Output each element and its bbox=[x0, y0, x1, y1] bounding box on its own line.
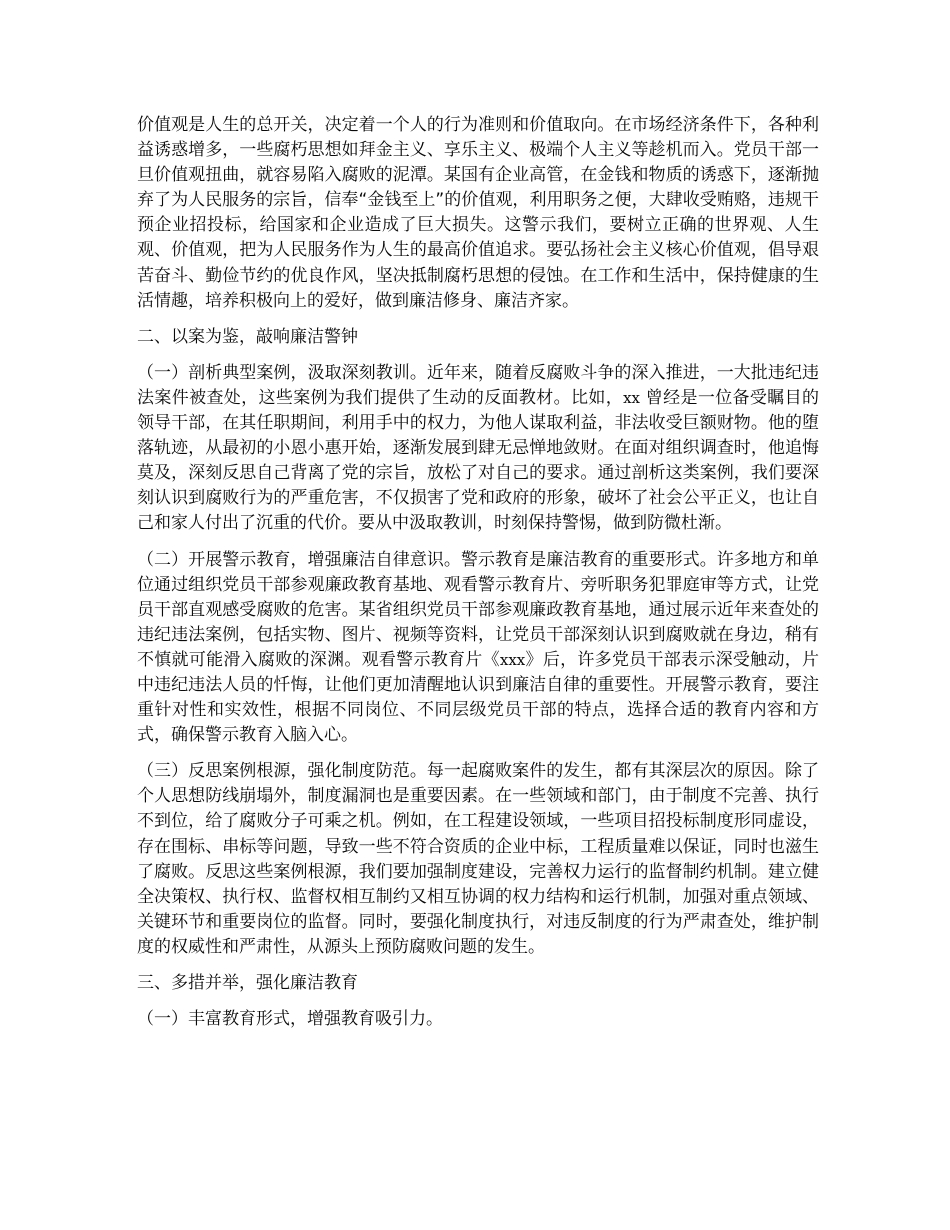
paragraph-2-1-case-analysis bbox=[137, 361, 819, 537]
paragraph-2-2-text-after: 》后，许多党员干部表示深受触动，片中违纪违法人员的忏悔，让他们更加清醒地认识到廉洁自律的重要性。开展警示教育，要注重针对性和实效性，根据不同岗位、不同层级党员干部的特点，选择合适的教育内容和方式，确保警示教育入脑入心。 bbox=[137, 649, 820, 746]
paragraph-2-3-root-cause: （三）反思案例根源，强化制度防范。每一起腐败案件的发生，都有其深层次的原因。除了个人思想防线崩塌外，制度漏洞也是重要因素。在一些领域和部门，由于制度不完善、执行不到位，给了腐败分子可乘之机。例如，在工程建设领域，一些项目招投标制度形同虚设，存在围标、串标等问题，导致一些不符合资质的企业中标，工程质量难以保证，同时也滋生了腐败。反思这些案例根源，我们要加强制度建设，完善权力运行的监督制约机制。建立健全决策权、执行权、监督权相互制约又相互协调的权力结构和运行机制，加强对重点领域、关键环节和重要岗位的监督。同时，要强化制度执行，对违反制度的行为严肃查处，维护制度的权威性和严肃性，从源头上预防腐败问题的发生。 bbox=[137, 761, 819, 957]
paragraph-2-1-text-before: （一）剖析典型案例，汲取深刻教训。近年来，随着反腐败斗争的深入推进，一大批违纪违法案件被查处，这些案例为我们提供了生动的反面教材。比如， bbox=[137, 362, 819, 408]
paragraph-3-1-enrich-forms: （一）丰富教育形式，增强教育吸引力。 bbox=[137, 1009, 443, 1030]
paragraph-2-1-text-after: 曾经是一位备受瞩目的领导干部，在其任职期间，利用手中的权力，为他人谋取利益，非法收受巨额财物。他的堕落轨迹，从最初的小恩小惠开始，逐渐发展到肆无忌惮地敛财。在面对组织调查时，他追悔莫及，深刻反思自己背离了党的宗旨，放松了对自己的要求。通过剖析这类案例，我们要深刻认识到腐败行为的严重危害，不仅损害了党和政府的形象，破坏了社会公平正义，也让自己和家人付出了沉重的代价。要从中汲取教训，时刻保持警惕，做到防微杜渐。 bbox=[137, 387, 820, 534]
paragraph-2-2-warning-education bbox=[137, 548, 819, 749]
paragraph-values-outlook: 价值观是人生的总开关，决定着一个人的行为准则和价值取向。在市场经济条件下，各种利益诱惑增多，一些腐朽思想如拜金主义、享乐主义、极端个人主义等趁机而入。党员干部一旦价值观扭曲，就容易陷入腐败的泥潭。某国有企业高管，在金钱和物质的诱惑下，逐渐抛弃了为人民服务的宗旨，信奉“金钱至上”的价值观，利用职务之便，大肆收受贿赂，违规干预企业招投标，给国家和企业造成了巨大损失。这警示我们，要树立正确的世界观、人生观、价值观，把为人民服务作为人生的最高价值追求。要弘扬社会主义核心价值观，倡导艰苦奋斗、勤俭节约的优良作风，坚决抵制腐朽思想的侵蚀。在工作和生活中，保持健康的生活情趣，培养积极向上的爱好，做到廉洁修身、廉洁齐家。 bbox=[137, 115, 819, 311]
document-body bbox=[137, 113, 819, 1032]
paragraph-2-2-latin-token: xxx bbox=[499, 650, 526, 669]
heading-section-two: 二、以案为鉴，敲响廉洁警钟 bbox=[137, 326, 358, 347]
heading-section-three: 三、多措并举，强化廉洁教育 bbox=[137, 973, 358, 993]
paragraph-2-1-latin-token: xx bbox=[623, 388, 640, 407]
paragraph-2-2-text-before: （二）开展警示教育，增强廉洁自律意识。警示教育是廉洁教育的重要形式。许多地方和单位通过组织党员干部参观廉政教育基地、观看警示教育片、旁听职务犯罪庭审等方式，让党员干部直观感受腐败的危害。某省组织党员干部参观廉政教育基地，通过展示近年来查处的违纪违法案例，包括实物、图片、视频等资料，让党员干部深刻认识到腐败就在身边，稍有不慎就可能滑入腐败的深渊。观看警示教育片《 bbox=[137, 549, 819, 670]
